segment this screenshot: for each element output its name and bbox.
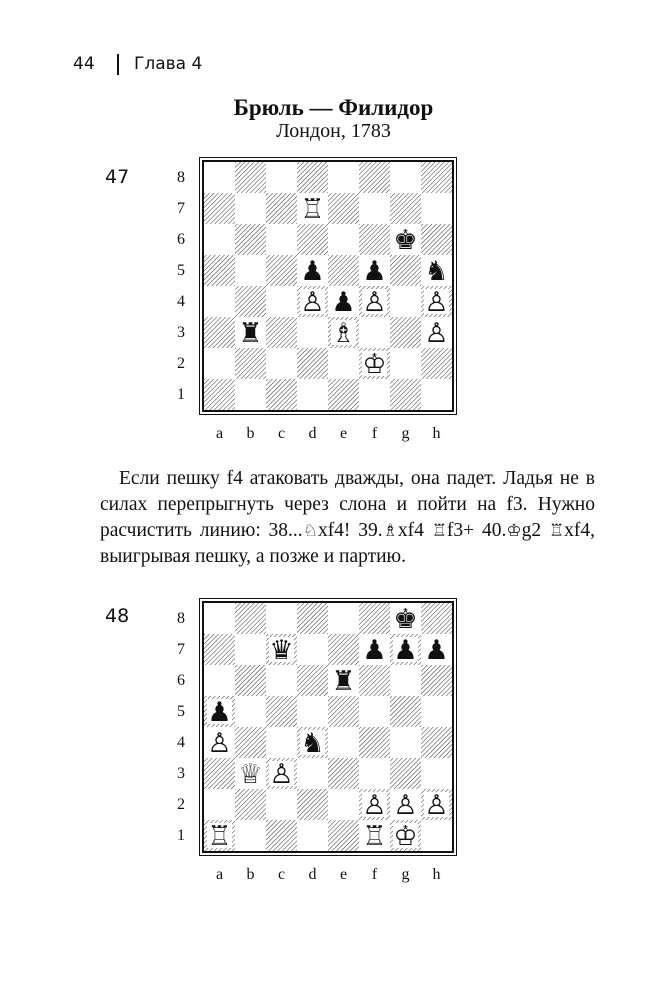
file-label: f <box>371 425 378 442</box>
square-c6 <box>266 665 297 696</box>
square-a6 <box>204 665 235 696</box>
square-h4 <box>421 727 452 758</box>
square-h6 <box>421 665 452 696</box>
rank-label: 1 <box>177 826 185 844</box>
square-c5 <box>266 255 297 286</box>
rank-label: 3 <box>177 764 185 782</box>
rank-label: 4 <box>177 733 185 751</box>
square-b2 <box>235 348 266 379</box>
white-pawn-icon: ♙ <box>424 287 449 318</box>
file-label: b <box>246 425 255 442</box>
square-e5 <box>328 255 359 286</box>
square-d6 <box>297 224 328 255</box>
rank-label: 5 <box>177 702 185 720</box>
square-c1 <box>266 820 297 851</box>
square-c2 <box>266 348 297 379</box>
white-king-icon: ♔ <box>393 821 418 851</box>
square-d1 <box>297 820 328 851</box>
white-rook-icon: ♖ <box>362 821 387 851</box>
file-label: g <box>401 866 410 883</box>
square-c2 <box>266 789 297 820</box>
commentary-text-2: xf4! 39. <box>317 520 383 541</box>
square-g7 <box>390 193 421 224</box>
black-king-icon: ♚ <box>393 225 418 256</box>
rank-label: 8 <box>177 168 185 186</box>
file-label: g <box>401 425 410 442</box>
commentary <box>100 466 595 570</box>
square-a2 <box>204 348 235 379</box>
square-f3 <box>359 317 390 348</box>
square-g5 <box>390 255 421 286</box>
square-c4 <box>266 727 297 758</box>
rook-figurine-icon: ♖ <box>431 521 447 541</box>
board-svg <box>204 603 452 851</box>
square-a6 <box>204 224 235 255</box>
square-a7 <box>204 193 235 224</box>
square-c4 <box>266 286 297 317</box>
square-d5 <box>297 696 328 727</box>
square-d6 <box>297 665 328 696</box>
square-h1 <box>421 379 452 410</box>
square-e5 <box>328 696 359 727</box>
black-pawn-icon: ♟ <box>424 635 449 666</box>
square-a1 <box>204 379 235 410</box>
file-label: h <box>432 866 441 883</box>
square-d2 <box>297 348 328 379</box>
square-c7 <box>266 193 297 224</box>
rank-label: 6 <box>177 671 185 689</box>
file-label: f <box>371 866 378 883</box>
file-label: e <box>339 866 348 883</box>
rank-label: 2 <box>177 354 185 372</box>
file-label: d <box>308 866 317 883</box>
square-e7 <box>328 634 359 665</box>
square-b7 <box>235 634 266 665</box>
white-pawn-icon: ♙ <box>424 790 449 821</box>
rank-label: 5 <box>177 261 185 279</box>
square-b5 <box>235 696 266 727</box>
square-e4 <box>328 727 359 758</box>
commentary-paragraph <box>100 466 595 570</box>
square-c8 <box>266 162 297 193</box>
square-e1 <box>328 379 359 410</box>
square-h6 <box>421 224 452 255</box>
black-pawn-icon: ♟ <box>362 256 387 287</box>
black-knight-icon: ♞ <box>424 256 449 287</box>
knight-figurine-icon: ♘ <box>302 521 318 541</box>
rank-label: 1 <box>177 385 185 403</box>
white-bishop-icon: ♗ <box>331 318 356 349</box>
game-players: Брюль — Филидор <box>233 95 434 120</box>
header-divider <box>117 54 119 75</box>
chapter-title: Глава 4 <box>134 54 203 74</box>
square-e6 <box>328 224 359 255</box>
square-d8 <box>297 162 328 193</box>
square-a3 <box>204 758 235 789</box>
chess-board <box>202 601 454 853</box>
square-f6 <box>359 224 390 255</box>
square-a7 <box>204 634 235 665</box>
square-g2 <box>390 348 421 379</box>
black-rook-icon: ♜ <box>331 666 356 697</box>
square-b1 <box>235 379 266 410</box>
black-pawn-icon: ♟ <box>393 635 418 666</box>
square-h8 <box>421 603 452 634</box>
square-h8 <box>421 162 452 193</box>
square-e3 <box>328 758 359 789</box>
rank-label: 4 <box>177 292 185 310</box>
black-pawn-icon: ♟ <box>362 635 387 666</box>
commentary-text-1: Если пешку f4 атаковать дважды, она падет. Ладья не в силах перепрыгнуть через слона и пойти на f3. Нужно расчистить линию: 38... <box>100 468 595 541</box>
square-d7 <box>297 634 328 665</box>
commentary-text-5: g2 <box>521 520 549 541</box>
rook-figurine-icon-2: ♖ <box>548 521 565 541</box>
square-g3 <box>390 317 421 348</box>
black-pawn-icon: ♟ <box>207 697 232 728</box>
square-g5 <box>390 696 421 727</box>
square-b1 <box>235 820 266 851</box>
commentary-text-4: f3+ 40. <box>446 520 507 541</box>
commentary-text-3: xf4 <box>397 520 432 541</box>
white-pawn-icon: ♙ <box>269 759 294 790</box>
page-number: 44 <box>73 54 95 74</box>
square-b8 <box>235 162 266 193</box>
king-figurine-icon: ♔ <box>506 521 522 541</box>
square-e2 <box>328 348 359 379</box>
rank-label: 6 <box>177 230 185 248</box>
square-b4 <box>235 286 266 317</box>
square-g6 <box>390 665 421 696</box>
rank-label: 2 <box>177 795 185 813</box>
file-label: c <box>277 866 286 883</box>
square-d3 <box>297 317 328 348</box>
black-rook-icon: ♜ <box>238 318 263 349</box>
square-a5 <box>204 255 235 286</box>
square-b4 <box>235 727 266 758</box>
square-c8 <box>266 603 297 634</box>
diagram-number-48: 48 <box>105 605 130 627</box>
square-f6 <box>359 665 390 696</box>
square-d1 <box>297 379 328 410</box>
black-queen-icon: ♛ <box>269 635 294 666</box>
square-f8 <box>359 162 390 193</box>
black-king-icon: ♚ <box>393 604 418 635</box>
square-b8 <box>235 603 266 634</box>
square-e8 <box>328 603 359 634</box>
square-f4 <box>359 727 390 758</box>
square-e7 <box>328 193 359 224</box>
square-e8 <box>328 162 359 193</box>
square-g8 <box>390 162 421 193</box>
file-label: c <box>277 425 286 442</box>
diagram-number-47: 47 <box>105 166 130 188</box>
rank-label: 7 <box>177 640 185 658</box>
file-label: h <box>432 425 441 442</box>
square-b6 <box>235 224 266 255</box>
black-pawn-icon: ♟ <box>331 287 356 318</box>
square-a2 <box>204 789 235 820</box>
white-rook-icon: ♖ <box>207 821 232 851</box>
square-b7 <box>235 193 266 224</box>
square-b2 <box>235 789 266 820</box>
square-a8 <box>204 162 235 193</box>
square-g1 <box>390 379 421 410</box>
square-f3 <box>359 758 390 789</box>
square-e2 <box>328 789 359 820</box>
square-f5 <box>359 696 390 727</box>
file-label: d <box>308 425 317 442</box>
square-a3 <box>204 317 235 348</box>
square-h2 <box>421 348 452 379</box>
square-b5 <box>235 255 266 286</box>
square-c5 <box>266 696 297 727</box>
file-label: b <box>246 866 255 883</box>
white-queen-icon: ♕ <box>238 759 263 790</box>
square-h5 <box>421 696 452 727</box>
rank-label: 3 <box>177 323 185 341</box>
square-h7 <box>421 193 452 224</box>
white-pawn-icon: ♙ <box>424 318 449 349</box>
board-svg <box>204 162 452 410</box>
file-label: e <box>339 425 348 442</box>
square-c3 <box>266 317 297 348</box>
black-knight-icon: ♞ <box>300 728 325 759</box>
square-d8 <box>297 603 328 634</box>
rank-label: 7 <box>177 199 185 217</box>
white-pawn-icon: ♙ <box>207 728 232 759</box>
file-label: a <box>215 425 224 442</box>
white-pawn-icon: ♙ <box>393 790 418 821</box>
white-pawn-icon: ♙ <box>362 287 387 318</box>
square-h1 <box>421 820 452 851</box>
rank-label: 8 <box>177 609 185 627</box>
square-d3 <box>297 758 328 789</box>
square-f7 <box>359 193 390 224</box>
commentary-text-6: xf4, выигрывая пешку, а позже и партию. <box>100 520 595 567</box>
white-pawn-icon: ♙ <box>362 790 387 821</box>
square-a8 <box>204 603 235 634</box>
black-pawn-icon: ♟ <box>300 256 325 287</box>
square-e1 <box>328 820 359 851</box>
square-g4 <box>390 286 421 317</box>
square-f8 <box>359 603 390 634</box>
file-label: a <box>215 866 224 883</box>
square-g4 <box>390 727 421 758</box>
square-c6 <box>266 224 297 255</box>
chess-board <box>202 160 454 412</box>
white-king-icon: ♔ <box>362 349 387 380</box>
square-c1 <box>266 379 297 410</box>
game-place-year: Лондон, 1783 <box>276 120 391 142</box>
square-a4 <box>204 286 235 317</box>
square-b6 <box>235 665 266 696</box>
square-g3 <box>390 758 421 789</box>
white-pawn-icon: ♙ <box>300 287 325 318</box>
white-rook-icon: ♖ <box>300 194 325 225</box>
square-h3 <box>421 758 452 789</box>
square-d2 <box>297 789 328 820</box>
square-f1 <box>359 379 390 410</box>
bishop-figurine-icon: ♗ <box>382 521 398 541</box>
